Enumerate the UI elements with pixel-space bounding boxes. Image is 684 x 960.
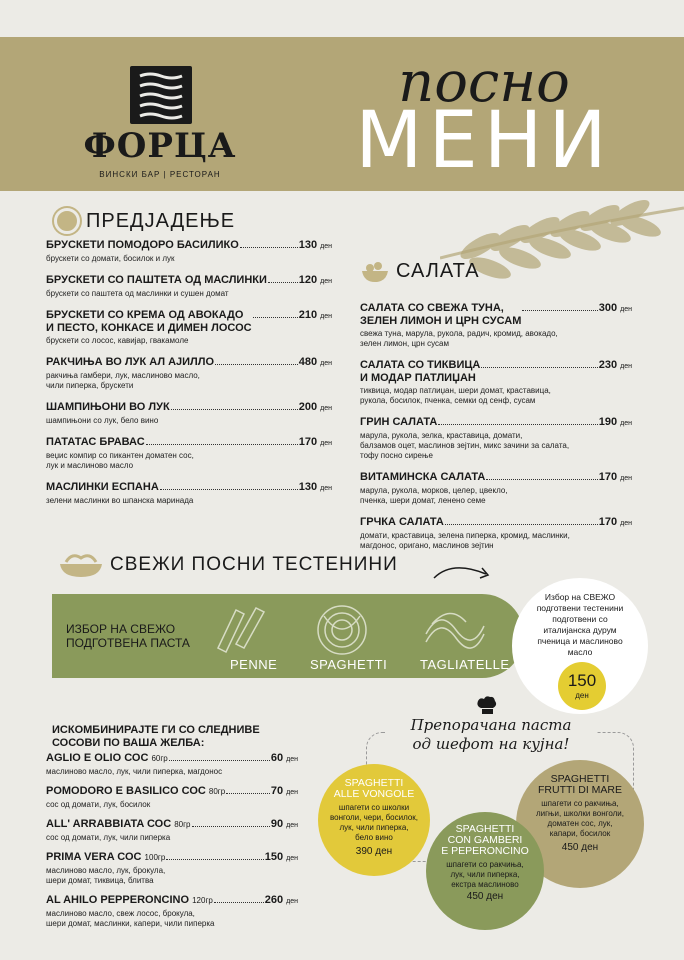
appetizers-heading	[54, 208, 235, 234]
plate-icon	[54, 208, 80, 234]
menu-item	[360, 359, 632, 406]
pasta-choice-text: ИЗБОР НА СВЕЖО ПОДГОТВЕНА ПАСТА	[66, 622, 190, 650]
pasta-type-tagliatelle: TAGLIATELLE	[420, 657, 510, 672]
item-price: 210 ден	[298, 309, 332, 321]
menu-item	[46, 752, 298, 777]
dish-price: 450 ден	[466, 891, 504, 902]
item-name: AGLIO E OLIO СОС	[46, 752, 149, 764]
salads-heading	[360, 260, 480, 283]
item-price: 190 ден	[598, 416, 632, 428]
menu-title-line1: посно	[398, 50, 570, 115]
menu-item	[46, 356, 332, 391]
pasta-price-unit: ден	[575, 691, 589, 700]
pasta-type-spaghetti: SPAGHETTI	[310, 657, 388, 672]
pasta-type-penne: PENNE	[230, 657, 278, 672]
item-price: 230 ден	[598, 359, 632, 371]
pasta-note-text: Избор на СВЕЖО подготвени тестенини подготвени со италијанска дурум пченица и маслиново масло	[536, 592, 624, 657]
dish-title: SPAGHETTI ALLE VONGOLE	[333, 777, 415, 800]
item-price: 120 ден	[298, 274, 332, 286]
menu-item	[360, 416, 632, 461]
item-name: ПАТАТАС БРАВАС	[46, 436, 145, 448]
item-price: 300 ден	[598, 302, 632, 314]
penne-icon	[212, 604, 272, 656]
dish-desc: шпагети со ракчиња, лук, чили пиперка, екстра маслиново	[446, 860, 524, 889]
item-desc: свежа туна, марула, рукола, радич, кромид, авокадо, зелен лимон, црн сусам	[360, 329, 558, 348]
brand-subtitle: ВИНСКИ БАР | РЕСТОРАН	[99, 170, 221, 179]
item-desc: брускети со лосос, кавијар, гвакамоле	[46, 336, 189, 345]
item-weight: 120гр	[192, 896, 213, 905]
chef-hat-icon	[476, 694, 498, 716]
menu-item	[360, 471, 632, 506]
item-name: ALL' ARRABBIATA СОС	[46, 818, 172, 830]
item-name: САЛАТА СО ТИКВИЦА И МОДАР ПАТЛИЏАН	[360, 359, 481, 384]
item-weight: 60гр	[151, 754, 168, 763]
item-price: 260 ден	[264, 894, 298, 906]
item-price: 60 ден	[270, 752, 298, 764]
item-price: 130 ден	[298, 239, 332, 251]
salads-title: САЛАТА	[396, 260, 480, 282]
item-price: 170 ден	[598, 471, 632, 483]
menu-item	[46, 785, 298, 810]
item-desc: шампињони со лук, бело вино	[46, 416, 159, 425]
wheat-icon	[440, 188, 684, 308]
item-price: 90 ден	[270, 818, 298, 830]
sauces-list	[46, 752, 298, 937]
menu-item	[46, 851, 298, 886]
item-desc: веџис компир со пикантен доматен сос, лук и маслиново масло	[46, 451, 194, 470]
appetizers-list	[46, 239, 332, 516]
dish-title: SPAGHETTI FRUTTI DI MARE	[538, 773, 622, 796]
tagliatelle-icon	[420, 604, 490, 658]
item-desc: брускети со паштета од маслинки и сушен домат	[46, 289, 229, 298]
brand-name: ФОРЦА	[83, 126, 237, 166]
item-desc: тиквица, модар патлиџан, шери домат, краставица, рукола, босилок, пченка, семки од сенф, сусам	[360, 386, 551, 405]
dish-price: 450 ден	[561, 842, 599, 853]
chef-recommendation-title: Препорачана паста од шефот на кујна!	[386, 716, 596, 754]
spaghetti-icon	[312, 602, 372, 658]
item-name: PRIMA VERA СОС	[46, 851, 142, 863]
dish-price: 390 ден	[355, 846, 393, 857]
item-weight: 100гр	[144, 853, 166, 862]
item-name: ВИТАМИНСКА САЛАТА	[360, 471, 486, 483]
menu-item	[360, 302, 632, 349]
item-name: ГРИН САЛАТА	[360, 416, 438, 428]
item-name: ШАМПИЊОНИ ВО ЛУК	[46, 401, 170, 413]
dish-desc: шпагети со школки вонголи, чери, босилок, лук, чили пиперка, бело вино	[329, 803, 419, 842]
item-desc: марула, рукола, зелка, краставица, домати, балзамов оцет, маслинов зејтин, микс зачини за салата, тофу посно сирење	[360, 431, 570, 460]
pasta-bowl-icon	[58, 552, 104, 578]
item-desc: маслиново масло, лук, брокула, шери домат, тиквица, блитва	[46, 866, 166, 885]
item-price: 70 ден	[270, 785, 298, 797]
menu-item	[46, 481, 332, 506]
item-price: 170 ден	[598, 516, 632, 528]
menu-item	[46, 274, 332, 299]
chef-dish-gamberi	[426, 812, 544, 930]
item-desc: брускети со домати, босилок и лук	[46, 254, 175, 263]
item-price: 200 ден	[298, 401, 332, 413]
menu-item	[46, 436, 332, 471]
item-name: POMODORO E BASILICO СОС	[46, 785, 206, 797]
item-name: МАСЛИНКИ ЕСПАНА	[46, 481, 159, 493]
menu-item	[360, 516, 632, 551]
dish-title: SPAGHETTI CON GAMBERI E PEPERONCINO	[441, 823, 529, 857]
item-desc: домати, краставица, зелена пиперка, кромид, маслинки, магдонос, оригано, маслинов зејтин	[360, 531, 570, 550]
item-name: БРУСКЕТИ СО КРЕМА ОД АВОКАДО И ПЕСТО, КОНКАСЕ И ДИМЕН ЛОСОС	[46, 309, 252, 334]
chef-dish-vongole	[318, 764, 430, 876]
item-weight: 80гр	[208, 787, 226, 796]
brand-logo	[130, 66, 192, 124]
pasta-title: СВЕЖИ ПОСНИ ТЕСТЕНИНИ	[110, 554, 398, 575]
menu-item	[46, 239, 332, 264]
item-price: 170 ден	[298, 436, 332, 448]
dish-desc: шпагети со ракчиња, лигњи, школки вонголи, доматен сос, лук, капари, босилок	[535, 799, 624, 838]
item-name: САЛАТА СО СВЕЖА ТУНА, ЗЕЛЕН ЛИМОН И ЦРН СУСАМ	[360, 302, 522, 327]
item-weight: 80гр	[174, 820, 191, 829]
menu-item	[46, 401, 332, 426]
item-desc: ракчиња гамбери, лук, маслиново масло, чили пиперка, брускети	[46, 371, 200, 390]
item-name: AL AHILO PEPPERONCINO	[46, 894, 190, 906]
item-name: ГРЧКА САЛАТА	[360, 516, 444, 528]
item-desc: сос од домати, лук, чили пиперка	[46, 833, 171, 842]
item-desc: марула, рукола, морков, целер, цвекло, пченка, шери домат, ленено семе	[360, 486, 508, 505]
menu-item	[46, 818, 298, 843]
appetizers-title: ПРЕДЈАДЕЊЕ	[86, 209, 236, 232]
pasta-price-badge	[558, 662, 606, 710]
pasta-price: 150	[567, 671, 597, 690]
item-name: РАКЧИЊА ВО ЛУК АЛ АЈИЛЛО	[46, 356, 215, 368]
item-desc: зелени маслинки во шпанска маринада	[46, 496, 194, 505]
sauces-heading: ИСКОМБИНИРАЈТЕ ГИ СО СЛЕДНИВЕ СОСОВИ ПО ВАША ЖЕЛБА:	[52, 724, 260, 749]
salad-bowl-icon	[360, 261, 390, 283]
item-desc: маслиново масло, лук, чили пиперка, магдонос	[46, 767, 223, 776]
salads-list	[360, 302, 632, 561]
item-name: БРУСКЕТИ СО ПАШТЕТА ОД МАСЛИНКИ	[46, 274, 267, 286]
item-desc: сос од домати, лук, босилок	[46, 800, 151, 809]
item-name: БРУСКЕТИ ПОМОДОРО БАСИЛИКО	[46, 239, 239, 251]
pasta-heading	[58, 552, 398, 578]
menu-item	[46, 309, 332, 346]
item-desc: маслиново масло, свеж лосос, брокула, шери домат, маслинки, капери, чили пиперка	[46, 909, 215, 928]
menu-title-line2: МЕНИ	[355, 96, 613, 186]
item-price: 150 ден	[264, 851, 298, 863]
arrow-icon	[432, 560, 494, 584]
menu-item	[46, 894, 298, 929]
item-price: 130 ден	[298, 481, 332, 493]
item-price: 480 ден	[298, 356, 332, 368]
